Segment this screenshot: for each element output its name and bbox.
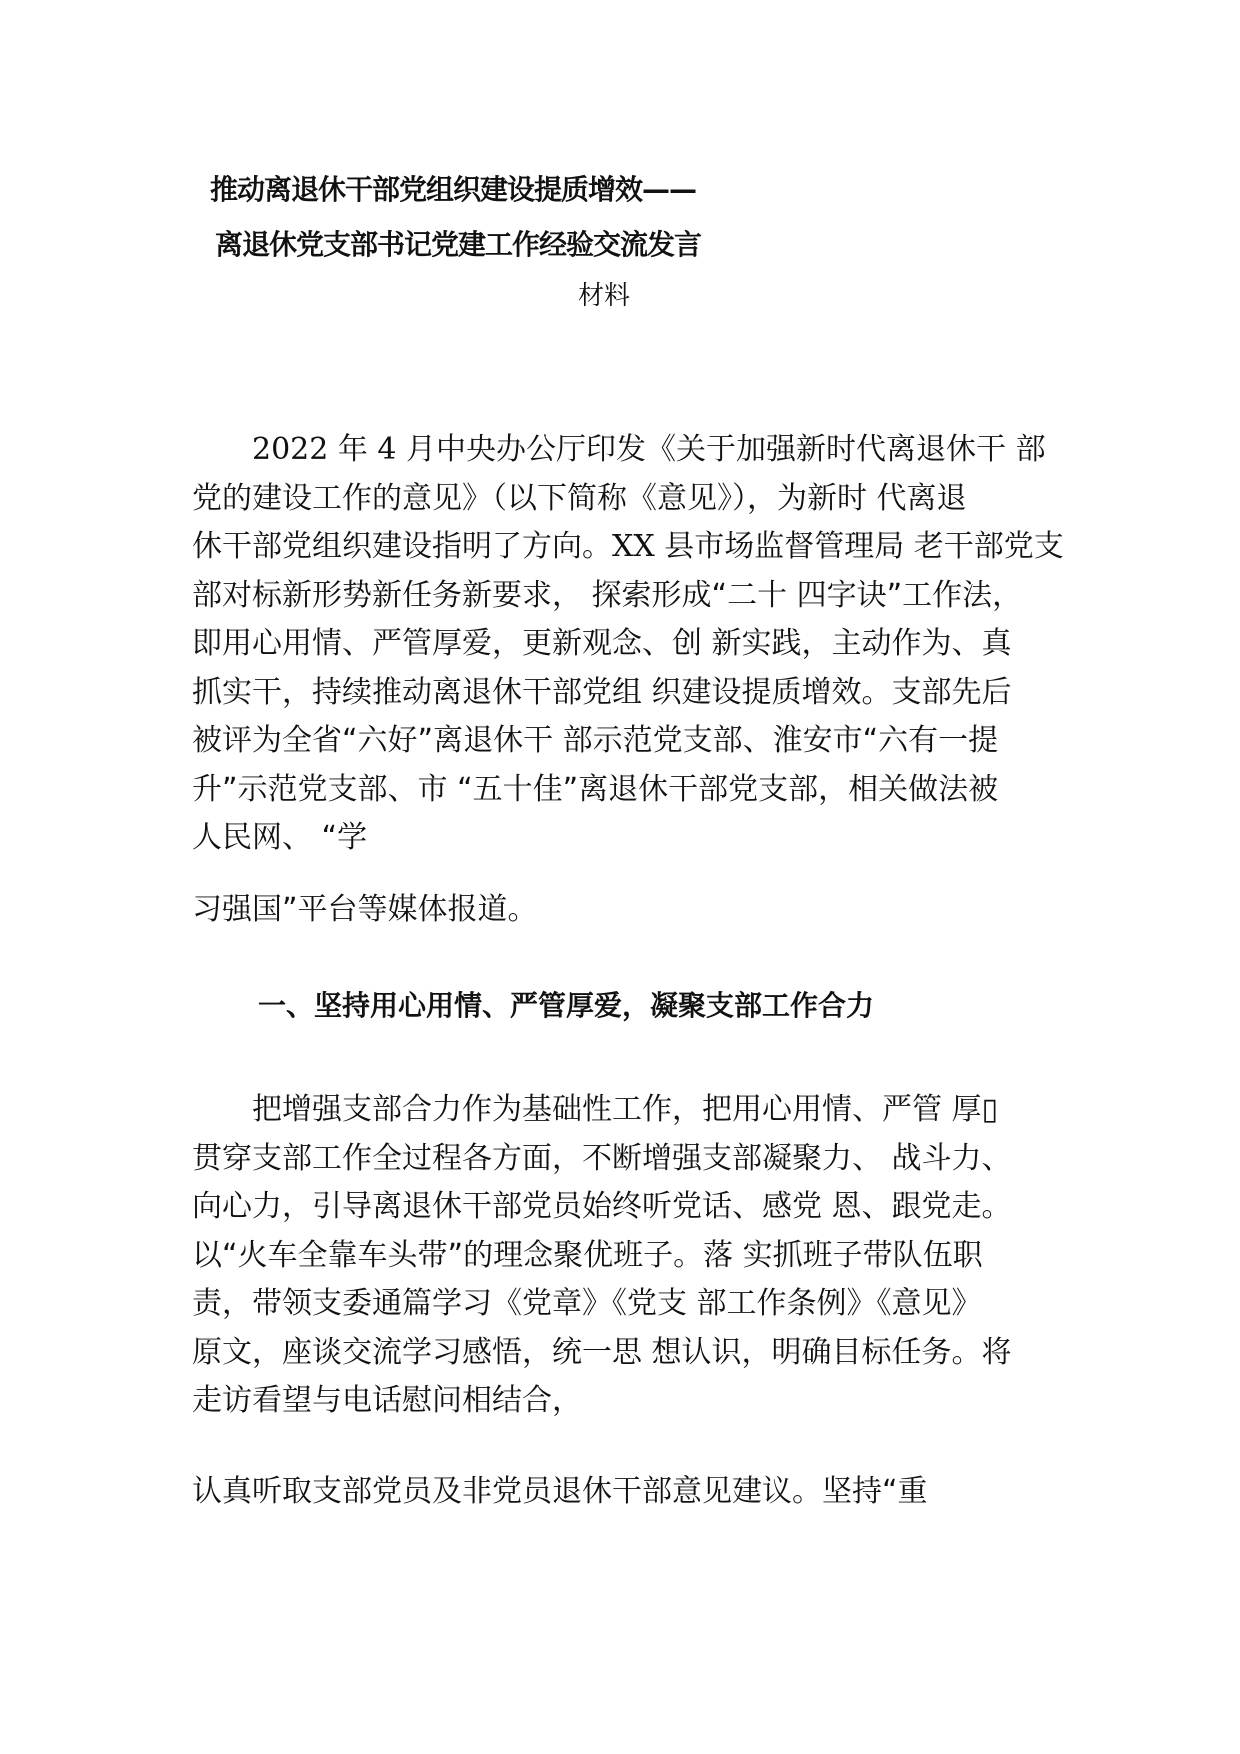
paragraph-line: 习强国”平台等媒体报道。	[192, 892, 538, 927]
paragraph-intro-continuation	[192, 886, 1072, 935]
paragraph-line: 即用心用情、严管厚爱，更新观念、创 新实践，主动作为、真	[192, 626, 1012, 661]
paragraph-line: 走访看望与电话慰问相结合，	[192, 1383, 582, 1418]
paragraph-line: 把增强支部合力作为基础性工作，把用心用情、严管 厚▯	[192, 1092, 999, 1127]
document-title-line-1: 推动离退休干部党组织建设提质增效——	[210, 173, 697, 206]
paragraph-intro	[192, 426, 1072, 863]
document-subtitle: 材料	[578, 281, 631, 311]
paragraph-line: 向心力，引导离退休干部党员始终听党话、感党 恩、跟党走。	[192, 1189, 1012, 1224]
paragraph-line: 原文，座谈交流学习感悟，统一思 想认识，明确目标任务。将	[192, 1334, 1012, 1370]
paragraph-line: 责，带领支委通篇学习《党章》《党支 部工作条例》《意见》	[192, 1286, 982, 1321]
paragraph-section-1	[192, 1086, 1072, 1426]
paragraph-line: 部对标新形势新任务新要求， 探索形成“二十 四字诀”工作法，	[192, 577, 1023, 613]
document-title-line-2: 离退休党支部书记党建工作经验交流发言	[215, 228, 702, 261]
paragraph-line: 党的建设工作的意见》（以下简称《意见》），为新时 代离退	[192, 480, 967, 516]
paragraph-line: 人民网、 “学	[192, 820, 368, 855]
paragraph-line: 被评为全省“六好”离退休干 部示范党支部、淮安市“六有一提	[192, 723, 999, 758]
section-heading: 一、坚持用心用情、严管厚爱，凝聚支部工作合力	[258, 989, 875, 1022]
paragraph-section-1-continuation	[192, 1468, 1072, 1517]
paragraph-line: 认真听取支部党员及非党员退休干部意见建议。坚持“重	[192, 1474, 928, 1509]
paragraph-line: 贯穿支部工作全过程各方面，不断增强支部凝聚力、 战斗力、	[192, 1140, 1012, 1176]
paragraph-line: 2022 年 4 月中央办公厅印发《关于加强新时代离退休干 部	[192, 432, 1046, 467]
paragraph-line: 以“火车全靠车头带”的理念聚优班子。落 实抓班子带队伍职	[192, 1237, 983, 1273]
paragraph-line: 休干部党组织建设指明了方向。XX 县市场监督管理局 老干部党支	[192, 529, 1064, 564]
paragraph-line: 抓实干，持续推动离退休干部党组 织建设提质增效。支部先后	[192, 674, 1012, 710]
paragraph-line: 升”示范党支部、市 “五十佳”离退休干部党支部，相关做法被	[192, 771, 999, 807]
